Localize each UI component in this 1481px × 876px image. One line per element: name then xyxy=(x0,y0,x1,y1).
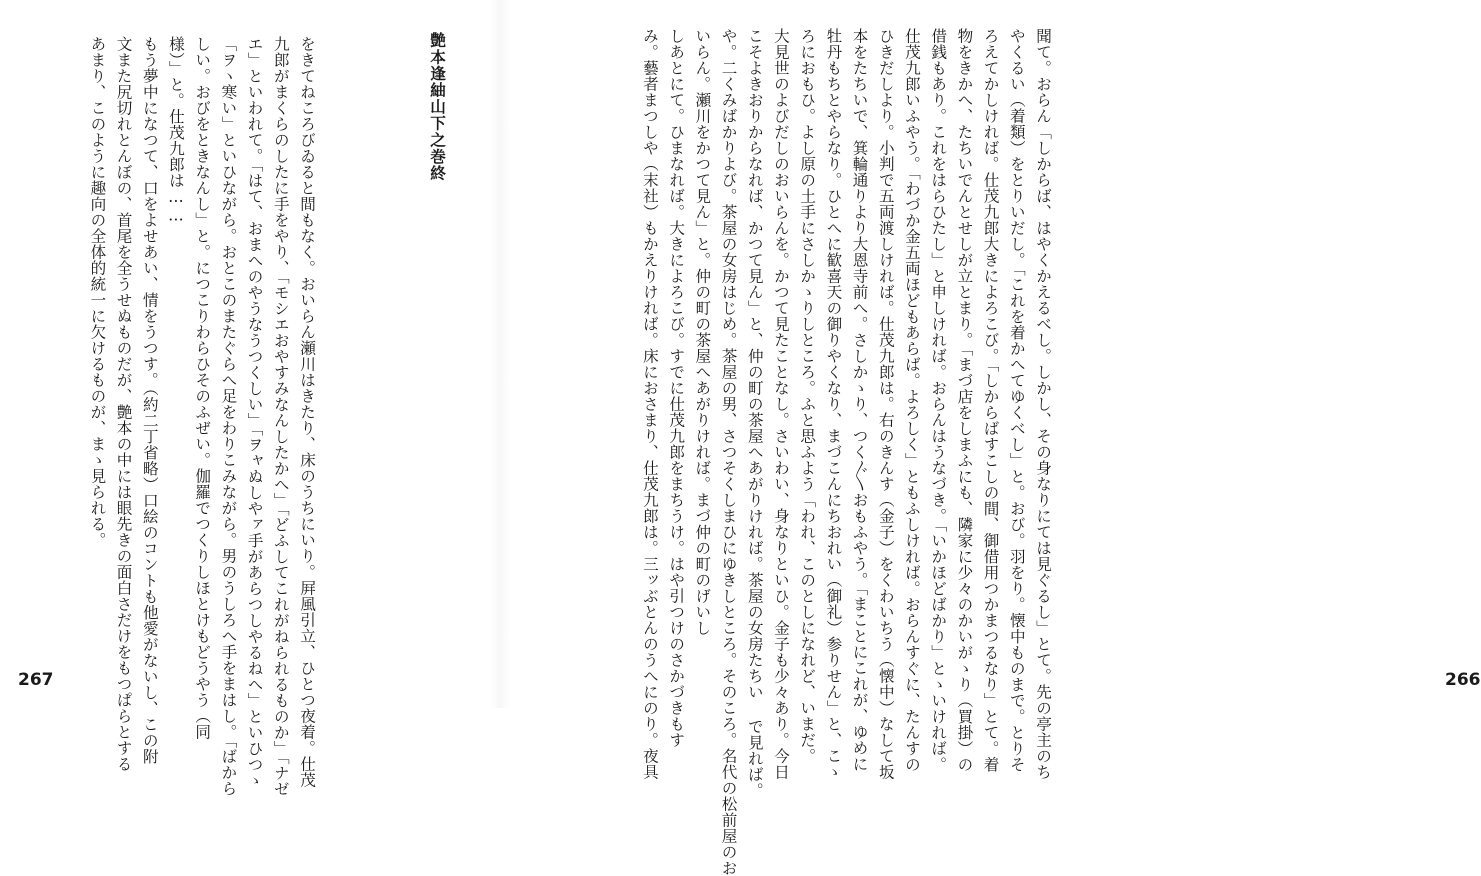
left-page-text xyxy=(40,36,320,797)
book-gutter xyxy=(490,0,510,708)
text-line: いらん。瀬川をかつて見ん」と。仲の町の茶屋へあがりければ。まづ仲の町のげいし xyxy=(693,28,712,636)
text-line: 仕茂九郎いふやう。「わづか金五両ほどもあらば。よろしく」ともふしければ。おらんすぐに、たんすの xyxy=(902,28,921,773)
page-number-left: 267 xyxy=(18,670,54,690)
text-line: 本をたちいで、箕輪通りより大恩寺前へ。さしかゝり、つく〴〵おもふやう。「まことにこれが、ゆめに xyxy=(850,28,869,772)
text-line: こそよきおりからなれば、かつて見ん」と、仲の町の茶屋へあがりければ。茶屋の女房たちい で見れば。 xyxy=(745,28,764,799)
text-line: ろにおもひ。よし原の土手にさしかゝりしところ。ふと思ふよう「われ、このとしになれど、いまだ。 xyxy=(798,28,817,764)
text-line: ひきだしより。小判で五両渡しければ。仕茂九郎は。右のきんす（金子）をくわいちう（懐中）なして坂 xyxy=(876,28,895,780)
text-line: エ」といわれて。「はて、おまへのやうなうつくしい」「ヲャぬしやァ手があらつしやるねへ」といひつゝ xyxy=(245,36,264,789)
text-line: ろえてかしければ。仕茂九郎大きによろこび。「しからばすこしの間、御借用つかまつるなり」とて。着 xyxy=(981,28,1000,773)
text-line: 借銭もあり。これをはらひたし」と申しければ。おらんはうなづき。「いかほどばかり」とゝいければ。 xyxy=(929,28,948,773)
text-line: あまり、このように趣向の全体的統一に欠けるものが、まゝ見られる。 xyxy=(88,36,107,548)
text-line: もう夢中になつて、口をよせあい、情をうつす。（約二丁省略）口絵のコントも他愛がないし、この附 xyxy=(140,36,159,765)
text-line: や。二くみばかりよび。茶屋の女房はじめ。茶屋の男、さつそくしまひにゆきしところ。そのころ。名代の松前屋のお xyxy=(719,28,738,876)
page-number-right: 266 xyxy=(1445,670,1481,690)
right-page-text xyxy=(522,28,1056,876)
text-line: やくるい（着類）をとりいだし。「これを着かへてゆくべし」と。おび。羽をり。懐中ものまで。とりそ xyxy=(1007,28,1026,773)
text-line: 聞て。おらん「しからば、はやくかえるべし。しかし、その身なりにては見ぐるし」とて。先の亭主のち xyxy=(1034,28,1052,780)
text-line: 物をきかへ、たちいでんとせしが立とまり。「まづ店をしまふにも、隣家に少々のかいがゝり（買掛）の xyxy=(955,28,974,773)
text-line: 牡丹もちとやらなり。ひとへに歓喜天の御りやくなり、まづこんにちおれい（御礼）参りせん」と、こゝ xyxy=(824,28,843,780)
left-page xyxy=(0,0,500,797)
right-page xyxy=(500,0,1481,876)
text-line: 様）」と。仕茂九郎は…… xyxy=(166,36,185,225)
text-line: しあとにて。ひまなれば。大きによろこび。すでに仕茂九郎をまちうけ。はや引つけのさかづきもす xyxy=(667,28,686,748)
text-line: 文また尻切れとんぼの、首尾を全うせぬものだが、艶本の中には眼先きの面白さだけをもつぱらとする xyxy=(114,36,133,772)
text-line: をきてねころびゐると間もなく。おいらん瀬川はきたり、床のうちにいり。屛風引立、ひとつ夜着。仕茂 xyxy=(298,36,316,788)
text-line: 「ヲヽ寒い」といひながら。おとこのまたぐらへ足をわりこみながら。男のうしろへ手をまはし。「ばから xyxy=(219,36,238,797)
text-line: しい。おびをときなんし」と。につこりわらひそのふぜい。伽羅でつくりしほとけもどうやう（同 xyxy=(193,36,212,740)
text-line: み。藝者まつしや（末社）もかえりければ。床におさまり、仕茂九郎は。三ッぶとんのうへにのり。夜具 xyxy=(640,28,659,780)
chapter-end-title: 艶本逢紬山下之巻終 xyxy=(428,32,447,182)
text-line: 九郎がまくらのしたに手をやり、「モシエおやすみなんしたかへ」「どふしてこれがねられるものか」「ナゼ xyxy=(271,36,290,797)
text-line: 大見世のよびだしのおいらんを。かつて見たことなし。さいわい、身なりといひ。金子も少々あり。今日 xyxy=(771,28,790,780)
